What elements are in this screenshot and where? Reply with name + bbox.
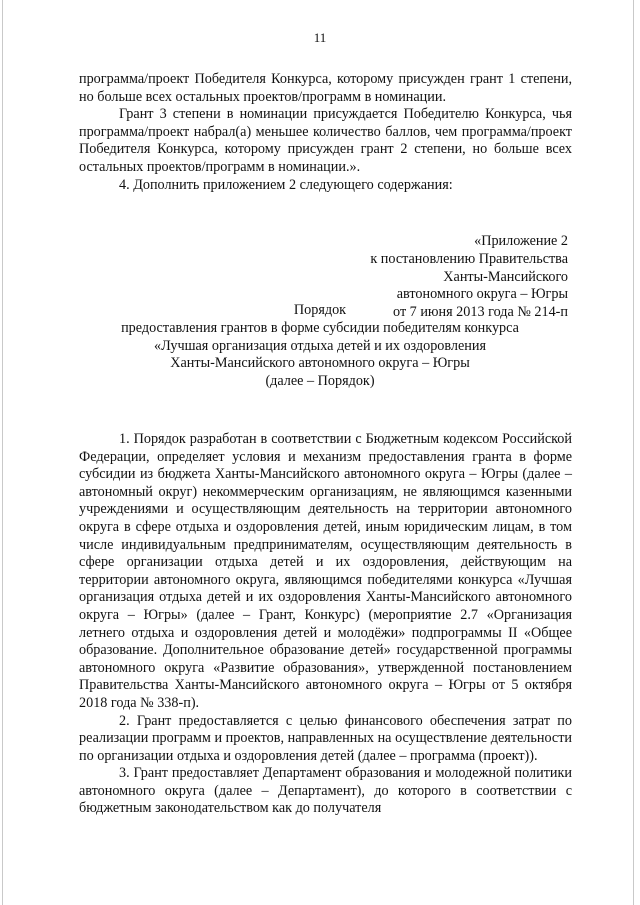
procedure-sections xyxy=(79,431,572,818)
title-line: (далее – Порядок) xyxy=(265,373,375,390)
paragraph-amendment-4: 4. Дополнить приложением 2 следующего содержания: xyxy=(119,176,453,193)
title-line: «Лучшая организация отдыха детей и их оздоровления xyxy=(153,337,487,354)
appendix-line: автономного округа – Югры xyxy=(396,286,568,303)
intro-paragraphs xyxy=(79,71,572,194)
section-2: 2. Грант предоставляется с целью финансового обеспечения затрат по реализации программ и проектов, направленных на осуществление деятельности по организации отдыха и оздоровления детей (далее – программа (проект)). xyxy=(79,712,572,764)
title-line: Ханты-Мансийского автономного округа – Югры xyxy=(170,355,470,372)
document-title xyxy=(60,302,580,391)
appendix-line: Ханты-Мансийского xyxy=(443,268,568,285)
scan-edge-left xyxy=(2,0,3,905)
paragraph-grant-3: Грант 3 степени в номинации присуждается Победителю Конкурса, чья программа/проект набрал(а) меньшее количество баллов, чем программа/проект Победителя Конкурса, которому присужден грант 2 степени, но больше всех остальных проектов/программ в номинации.». xyxy=(79,106,572,175)
paragraph-grant-2: программа/проект Победителя Конкурса, которому присужден грант 1 степени, но больше всех остальных проектов/программ в номинации. xyxy=(79,71,572,105)
title-line: Порядок xyxy=(293,302,347,318)
appendix-line: «Приложение 2 xyxy=(474,233,568,249)
scan-edge-right xyxy=(633,0,634,905)
appendix-line: от 7 июня 2013 года № 214-п xyxy=(393,304,568,321)
section-1: 1. Порядок разработан в соответствии с Бюджетным кодексом Российской Федерации, определяет условия и механизм предоставления гранта в форме субсидии из бюджета Ханты-Мансийского автономного округа – Югры (далее – автономный округ) некоммерческим организациям, не являющимся казенными учреждениями и осуществляющим деятельность на территории автономного округа в сфере отдыха и оздоровления детей, иным юридическим лицам, в том числе индивидуальным предпринимателям, осуществляющим деятельность в сфере организации отдыха детей и их оздоровления, действующим на территории автономного округа, являющимся победителями конкурса «Лучшая организация отдыха детей и их оздоровления Ханты-Мансийского автономного округа – Югры» (далее – Грант, Конкурс) (мероприятие 2.7 «Организация летнего отдыха и оздоровления детей и молодёжи» подпрограммы II «Общее образование. Дополнительное образование детей» государственной программы автономного округа «Развитие образования», утвержденной постановлением Правительства Ханты-Мансийского автономного округа – Югры от 5 октября 2018 года № 338-п). xyxy=(79,431,572,711)
section-3: 3. Грант предоставляет Департамент образования и молодежной политики автономного округа (далее – Департамент), до которого в соответствии с бюджетным законодательством как до получателя xyxy=(79,765,572,817)
title-line: предоставления грантов в форме субсидии победителям конкурса xyxy=(121,319,519,336)
appendix-line: к постановлению Правительства xyxy=(370,250,568,267)
page-number: 11 xyxy=(313,30,327,45)
